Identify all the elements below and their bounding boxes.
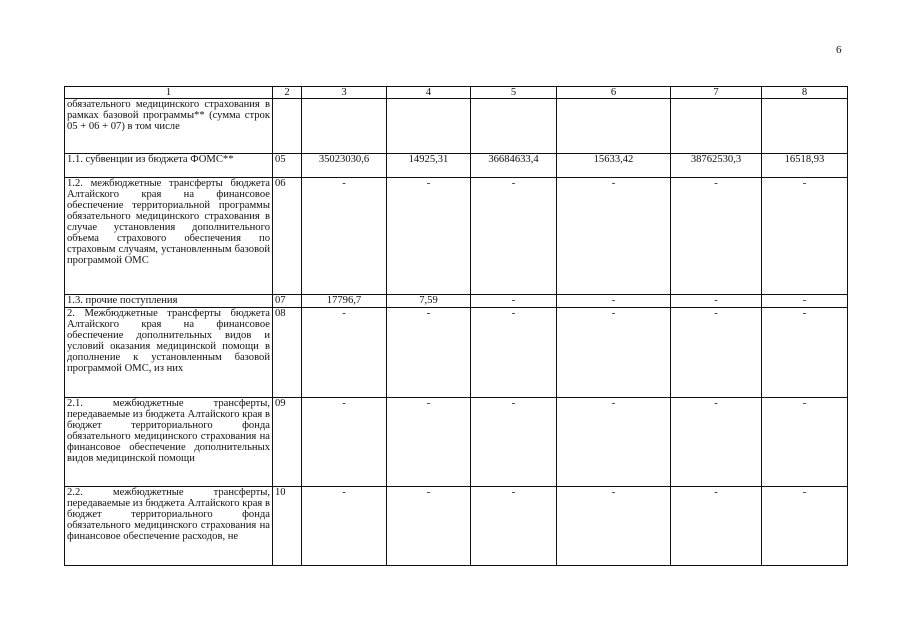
column-header: 2 [273, 87, 302, 99]
table-row [65, 487, 848, 566]
value-cell: - [762, 178, 848, 295]
value-cell: - [302, 398, 387, 487]
row-description: 1.3. прочие поступления [65, 295, 273, 308]
page-number: 6 [836, 44, 842, 56]
value-cell: - [302, 178, 387, 295]
value-cell: - [557, 178, 671, 295]
value-cell: - [471, 295, 557, 308]
row-description: 2.2. межбюджетные трансферты, передаваемые из бюджета Алтайского края в бюджет территориального фонда обязательного медицинского страхования на финансовое обеспечение расходов, не [65, 487, 273, 566]
column-header: 5 [471, 87, 557, 99]
table-row [65, 99, 848, 154]
value-cell [387, 99, 471, 154]
column-number-row [65, 87, 848, 99]
row-code: 07 [273, 295, 302, 308]
value-cell [557, 99, 671, 154]
column-header: 8 [762, 87, 848, 99]
value-cell: - [387, 398, 471, 487]
column-header: 3 [302, 87, 387, 99]
value-cell: - [471, 308, 557, 398]
value-cell [671, 99, 762, 154]
value-cell: - [671, 398, 762, 487]
row-code: 08 [273, 308, 302, 398]
row-description: 1.2. межбюджетные трансферты бюджета Алтайского края на финансовое обеспечение территориальной программы обязательного медицинского страхования в случае установления дополнительного объема страхового обеспечения по страховым случаям, установленным базовой программой ОМС [65, 178, 273, 295]
value-cell: - [302, 308, 387, 398]
value-cell: - [671, 308, 762, 398]
value-cell [471, 99, 557, 154]
column-header: 1 [65, 87, 273, 99]
value-cell: - [671, 178, 762, 295]
row-description: 2. Межбюджетные трансферты бюджета Алтайского края на финансовое обеспечение дополнительных видов и условий оказания медицинской помощи в дополнение к установленным базовой программой ОМС, из них [65, 308, 273, 398]
value-cell: - [557, 295, 671, 308]
row-code: 06 [273, 178, 302, 295]
table-row [65, 295, 848, 308]
row-description: обязательного медицинского страхования в рамках базовой программы** (сумма строк 05 + 06 + 07) в том числе [65, 99, 273, 154]
row-code: 09 [273, 398, 302, 487]
value-cell: - [387, 487, 471, 566]
table-row [65, 398, 848, 487]
value-cell: 17796,7 [302, 295, 387, 308]
value-cell: - [557, 398, 671, 487]
value-cell: - [671, 295, 762, 308]
value-cell: 35023030,6 [302, 154, 387, 178]
value-cell: 36684633,4 [471, 154, 557, 178]
value-cell: - [387, 178, 471, 295]
row-description: 2.1. межбюджетные трансферты, передаваемые из бюджета Алтайского края в бюджет территориального фонда обязательного медицинского страхования на финансовое обеспечение дополнительных видов медицинской помощи [65, 398, 273, 487]
row-code: 05 [273, 154, 302, 178]
value-cell: 14925,31 [387, 154, 471, 178]
value-cell: - [471, 398, 557, 487]
value-cell: - [762, 295, 848, 308]
value-cell: - [302, 487, 387, 566]
value-cell: 7,59 [387, 295, 471, 308]
value-cell: - [557, 308, 671, 398]
value-cell: - [671, 487, 762, 566]
row-code [273, 99, 302, 154]
financing-table [64, 86, 848, 566]
table-row [65, 178, 848, 295]
value-cell: - [557, 487, 671, 566]
value-cell: - [762, 398, 848, 487]
value-cell: 38762530,3 [671, 154, 762, 178]
value-cell: - [762, 487, 848, 566]
table-row [65, 308, 848, 398]
row-description: 1.1. субвенции из бюджета ФОМС** [65, 154, 273, 178]
value-cell: - [471, 178, 557, 295]
column-header: 6 [557, 87, 671, 99]
value-cell: - [387, 308, 471, 398]
value-cell [762, 99, 848, 154]
value-cell: 16518,93 [762, 154, 848, 178]
column-header: 7 [671, 87, 762, 99]
value-cell: - [762, 308, 848, 398]
column-header: 4 [387, 87, 471, 99]
value-cell [302, 99, 387, 154]
value-cell: - [471, 487, 557, 566]
value-cell: 15633,42 [557, 154, 671, 178]
row-code: 10 [273, 487, 302, 566]
table-row [65, 154, 848, 178]
